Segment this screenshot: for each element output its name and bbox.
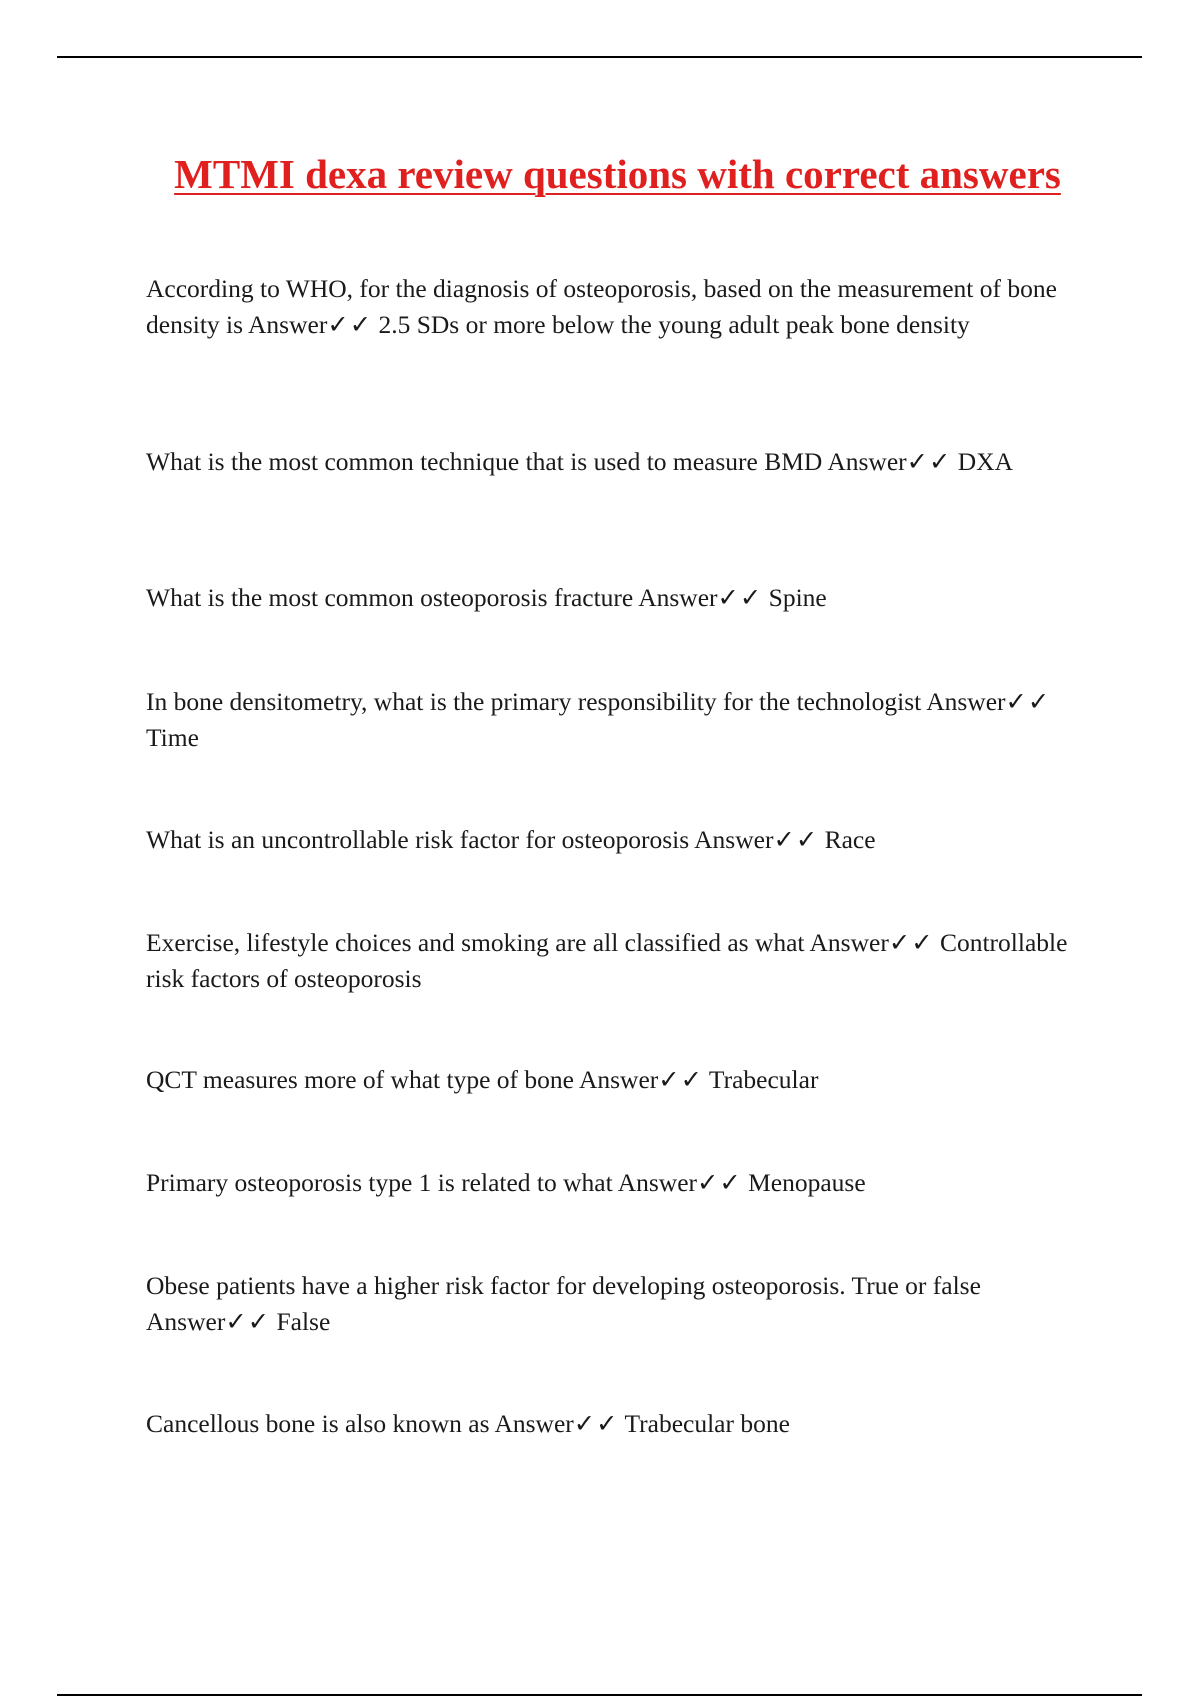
qa-item bbox=[146, 822, 1086, 858]
answer-label: Answer bbox=[638, 583, 718, 612]
qa-item bbox=[146, 1062, 1086, 1098]
footer-rule bbox=[57, 1694, 1142, 1696]
answer-text: DXA bbox=[957, 447, 1013, 476]
check-marks-icon: ✓✓ bbox=[717, 583, 763, 612]
header-rule bbox=[57, 56, 1142, 58]
check-marks-icon: ✓✓ bbox=[773, 825, 819, 854]
qa-item bbox=[146, 444, 1086, 480]
answer-text: Race bbox=[824, 825, 876, 854]
answer-label: Answer bbox=[809, 928, 889, 957]
question-text: What is an uncontrollable risk factor for osteoporosis bbox=[146, 825, 690, 854]
answer-text: Trabecular bone bbox=[624, 1409, 790, 1438]
answer-label: Answer bbox=[694, 825, 774, 854]
qa-item bbox=[146, 684, 1086, 756]
qa-item bbox=[146, 1268, 1086, 1340]
answer-text: Time bbox=[146, 723, 199, 752]
qa-item bbox=[146, 580, 1086, 616]
document-title: MTMI dexa review questions with correct answers bbox=[174, 151, 1061, 197]
answer-label: Answer bbox=[146, 1307, 226, 1336]
answer-label: Answer bbox=[827, 447, 907, 476]
qa-item bbox=[146, 1406, 1086, 1442]
question-text: Exercise, lifestyle choices and smoking are all classified as what bbox=[146, 928, 805, 957]
check-marks-icon: ✓✓ bbox=[697, 1168, 742, 1197]
question-text: QCT measures more of what type of bone bbox=[146, 1065, 574, 1094]
answer-label: Answer bbox=[578, 1065, 659, 1094]
answer-text: False bbox=[276, 1307, 331, 1336]
qa-item bbox=[146, 925, 1086, 997]
check-marks-icon: ✓✓ bbox=[327, 310, 373, 339]
check-marks-icon: ✓✓ bbox=[1005, 687, 1051, 716]
question-text: Primary osteoporosis type 1 is related to what bbox=[146, 1168, 613, 1197]
question-text: Obese patients have a higher risk factor for developing osteoporosis. True or false bbox=[146, 1271, 981, 1300]
question-text: Cancellous bone is also known as bbox=[146, 1409, 490, 1438]
check-marks-icon: ✓✓ bbox=[888, 928, 934, 957]
answer-label: Answer bbox=[494, 1409, 574, 1438]
question-text: According to WHO, for the diagnosis of osteoporosis, based on the measurement of bone density is bbox=[146, 274, 1057, 339]
check-marks-icon: ✓✓ bbox=[573, 1409, 619, 1438]
check-marks-icon: ✓✓ bbox=[906, 447, 952, 476]
question-text: In bone densitometry, what is the primary responsibility for the technologist bbox=[146, 687, 922, 716]
answer-text: Trabecular bbox=[708, 1065, 819, 1094]
question-text: What is the most common osteoporosis fracture bbox=[146, 583, 634, 612]
answer-label: Answer bbox=[617, 1168, 698, 1197]
answer-text: Menopause bbox=[748, 1168, 866, 1197]
qa-item bbox=[146, 1165, 1086, 1201]
check-marks-icon: ✓✓ bbox=[658, 1065, 703, 1094]
answer-text: Controllable risk factors of osteoporosis bbox=[146, 928, 1068, 993]
answer-text: 2.5 SDs or more below the young adult peak bone density bbox=[378, 310, 970, 339]
answer-text: Spine bbox=[768, 583, 827, 612]
answer-label: Answer bbox=[926, 687, 1006, 716]
check-marks-icon: ✓✓ bbox=[225, 1307, 271, 1336]
qa-item bbox=[146, 271, 1086, 343]
question-text: What is the most common technique that is used to measure BMD bbox=[146, 447, 823, 476]
answer-label: Answer bbox=[248, 310, 328, 339]
